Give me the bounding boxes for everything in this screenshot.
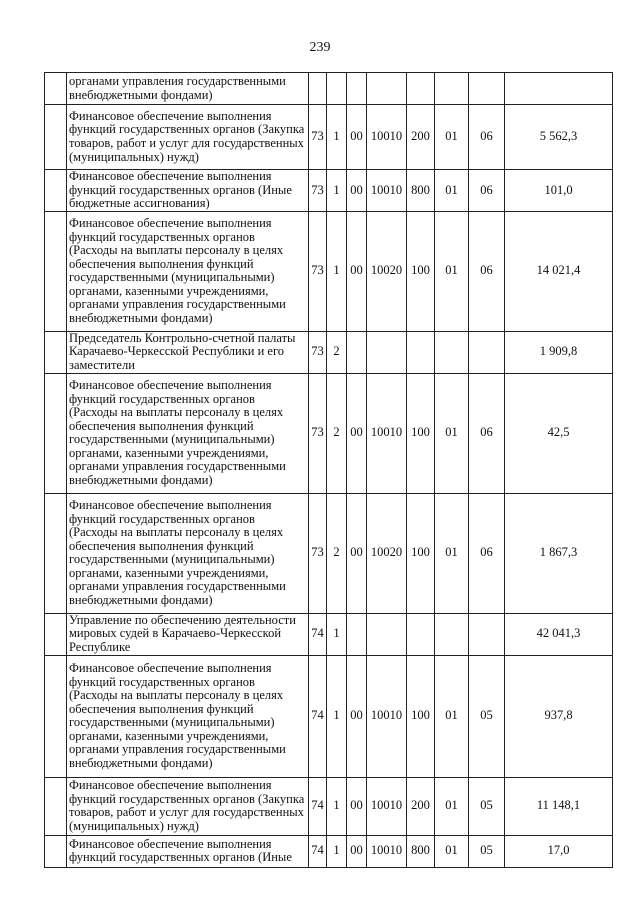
code-cell-c1: 73 — [309, 373, 327, 493]
blank-cell — [45, 777, 67, 835]
code-cell-c6: 01 — [435, 655, 469, 777]
code-cell-c4 — [367, 613, 407, 655]
code-cell-c1: 73 — [309, 331, 327, 373]
code-cell-c3 — [347, 73, 367, 105]
table-row — [45, 655, 613, 777]
row-amount — [505, 73, 613, 105]
row-description: Финансовое обеспечение выполнения функций государственных органов (Расходы на выплаты персоналу в целях обеспечения выполнения функций государственными (муниципальными) органами, казенными учреждениями, органами управления государственными внебюджетными фондами) — [67, 655, 309, 777]
row-description: Финансовое обеспечение выполнения функций государственных органов (Расходы на выплаты персоналу в целях обеспечения выполнения функций государственными (муниципальными) органами, казенными учреждениями, органами управления государственными внебюджетными фондами) — [67, 373, 309, 493]
code-cell-c4: 10010 — [367, 777, 407, 835]
code-cell-c5: 800 — [407, 170, 435, 212]
code-cell-c2: 2 — [327, 373, 347, 493]
table-row — [45, 373, 613, 493]
code-cell-c4: 10010 — [367, 373, 407, 493]
table-row — [45, 613, 613, 655]
code-cell-c6 — [435, 331, 469, 373]
code-cell-c6: 01 — [435, 835, 469, 867]
table-row — [45, 211, 613, 331]
row-amount: 1 909,8 — [505, 331, 613, 373]
code-cell-c3: 00 — [347, 777, 367, 835]
table-row — [45, 331, 613, 373]
row-description: органами управления государственными внебюджетными фондами) — [67, 73, 309, 105]
code-cell-c4 — [367, 331, 407, 373]
code-cell-c3: 00 — [347, 835, 367, 867]
code-cell-c2 — [327, 73, 347, 105]
blank-cell — [45, 655, 67, 777]
row-amount: 17,0 — [505, 835, 613, 867]
code-cell-c5: 100 — [407, 655, 435, 777]
blank-cell — [45, 331, 67, 373]
code-cell-c7: 06 — [469, 105, 505, 170]
row-description: Председатель Контрольно-счетной палаты Карачаево-Черкесской Республики и его заместители — [67, 331, 309, 373]
code-cell-c6 — [435, 613, 469, 655]
row-amount: 42,5 — [505, 373, 613, 493]
code-cell-c2: 1 — [327, 170, 347, 212]
row-description: Финансовое обеспечение выполнения функций государственных органов (Иные — [67, 835, 309, 867]
table-row — [45, 493, 613, 613]
code-cell-c7: 06 — [469, 170, 505, 212]
code-cell-c6: 01 — [435, 373, 469, 493]
table-row — [45, 105, 613, 170]
code-cell-c2: 1 — [327, 777, 347, 835]
code-cell-c6 — [435, 73, 469, 105]
code-cell-c5: 800 — [407, 835, 435, 867]
blank-cell — [45, 493, 67, 613]
blank-cell — [45, 835, 67, 867]
code-cell-c6: 01 — [435, 211, 469, 331]
code-cell-c1: 73 — [309, 493, 327, 613]
row-description: Финансовое обеспечение выполнения функций государственных органов (Закупка товаров, работ и услуг для государственных (муниципальных) нужд) — [67, 777, 309, 835]
code-cell-c7: 06 — [469, 211, 505, 331]
row-description: Финансовое обеспечение выполнения функций государственных органов (Закупка товаров, работ и услуг для государственных (муниципальных) нужд) — [67, 105, 309, 170]
code-cell-c2: 1 — [327, 655, 347, 777]
code-cell-c3 — [347, 331, 367, 373]
code-cell-c5 — [407, 613, 435, 655]
code-cell-c6: 01 — [435, 170, 469, 212]
table-row — [45, 777, 613, 835]
code-cell-c3: 00 — [347, 170, 367, 212]
code-cell-c1: 74 — [309, 835, 327, 867]
blank-cell — [45, 73, 67, 105]
code-cell-c5: 100 — [407, 493, 435, 613]
code-cell-c4 — [367, 73, 407, 105]
code-cell-c1: 74 — [309, 655, 327, 777]
code-cell-c2: 2 — [327, 493, 347, 613]
blank-cell — [45, 613, 67, 655]
table-row — [45, 73, 613, 105]
code-cell-c3: 00 — [347, 211, 367, 331]
code-cell-c4: 10010 — [367, 105, 407, 170]
code-cell-c1: 74 — [309, 777, 327, 835]
code-cell-c2: 1 — [327, 211, 347, 331]
code-cell-c5: 200 — [407, 777, 435, 835]
code-cell-c7: 05 — [469, 835, 505, 867]
code-cell-c1: 73 — [309, 211, 327, 331]
code-cell-c7 — [469, 331, 505, 373]
code-cell-c3: 00 — [347, 373, 367, 493]
code-cell-c5: 200 — [407, 105, 435, 170]
code-cell-c4: 10010 — [367, 170, 407, 212]
code-cell-c7: 06 — [469, 493, 505, 613]
code-cell-c7: 05 — [469, 655, 505, 777]
code-cell-c5 — [407, 73, 435, 105]
row-amount: 101,0 — [505, 170, 613, 212]
code-cell-c5: 100 — [407, 211, 435, 331]
code-cell-c5: 100 — [407, 373, 435, 493]
row-description: Управление по обеспечению деятельности мировых судей в Карачаево-Черкесской Республике — [67, 613, 309, 655]
row-description: Финансовое обеспечение выполнения функций государственных органов (Расходы на выплаты персоналу в целях обеспечения выполнения функций государственными (муниципальными) органами, казенными учреждениями, органами управления государственными внебюджетными фондами) — [67, 493, 309, 613]
page-number: 239 — [309, 40, 331, 55]
blank-cell — [45, 170, 67, 212]
code-cell-c7 — [469, 73, 505, 105]
row-description: Финансовое обеспечение выполнения функций государственных органов (Расходы на выплаты персоналу в целях обеспечения выполнения функций государственными (муниципальными) органами, казенными учреждениями, органами управления государственными внебюджетными фондами) — [67, 211, 309, 331]
row-description: Финансовое обеспечение выполнения функций государственных органов (Иные бюджетные ассигнования) — [67, 170, 309, 212]
blank-cell — [45, 211, 67, 331]
code-cell-c7: 06 — [469, 373, 505, 493]
code-cell-c7: 05 — [469, 777, 505, 835]
budget-table — [44, 72, 613, 868]
code-cell-c4: 10010 — [367, 655, 407, 777]
code-cell-c1 — [309, 73, 327, 105]
code-cell-c5 — [407, 331, 435, 373]
code-cell-c3: 00 — [347, 493, 367, 613]
code-cell-c6: 01 — [435, 777, 469, 835]
row-amount: 42 041,3 — [505, 613, 613, 655]
row-amount: 1 867,3 — [505, 493, 613, 613]
blank-cell — [45, 105, 67, 170]
code-cell-c3 — [347, 613, 367, 655]
row-amount: 11 148,1 — [505, 777, 613, 835]
row-amount: 14 021,4 — [505, 211, 613, 331]
row-amount: 5 562,3 — [505, 105, 613, 170]
code-cell-c3: 00 — [347, 105, 367, 170]
code-cell-c3: 00 — [347, 655, 367, 777]
code-cell-c2: 1 — [327, 613, 347, 655]
code-cell-c6: 01 — [435, 105, 469, 170]
table-row — [45, 170, 613, 212]
code-cell-c4: 10020 — [367, 211, 407, 331]
code-cell-c4: 10010 — [367, 835, 407, 867]
code-cell-c2: 1 — [327, 105, 347, 170]
blank-cell — [45, 373, 67, 493]
code-cell-c1: 73 — [309, 170, 327, 212]
code-cell-c4: 10020 — [367, 493, 407, 613]
code-cell-c6: 01 — [435, 493, 469, 613]
row-amount: 937,8 — [505, 655, 613, 777]
code-cell-c7 — [469, 613, 505, 655]
code-cell-c1: 74 — [309, 613, 327, 655]
table-row — [45, 835, 613, 867]
code-cell-c2: 1 — [327, 835, 347, 867]
code-cell-c2: 2 — [327, 331, 347, 373]
code-cell-c1: 73 — [309, 105, 327, 170]
